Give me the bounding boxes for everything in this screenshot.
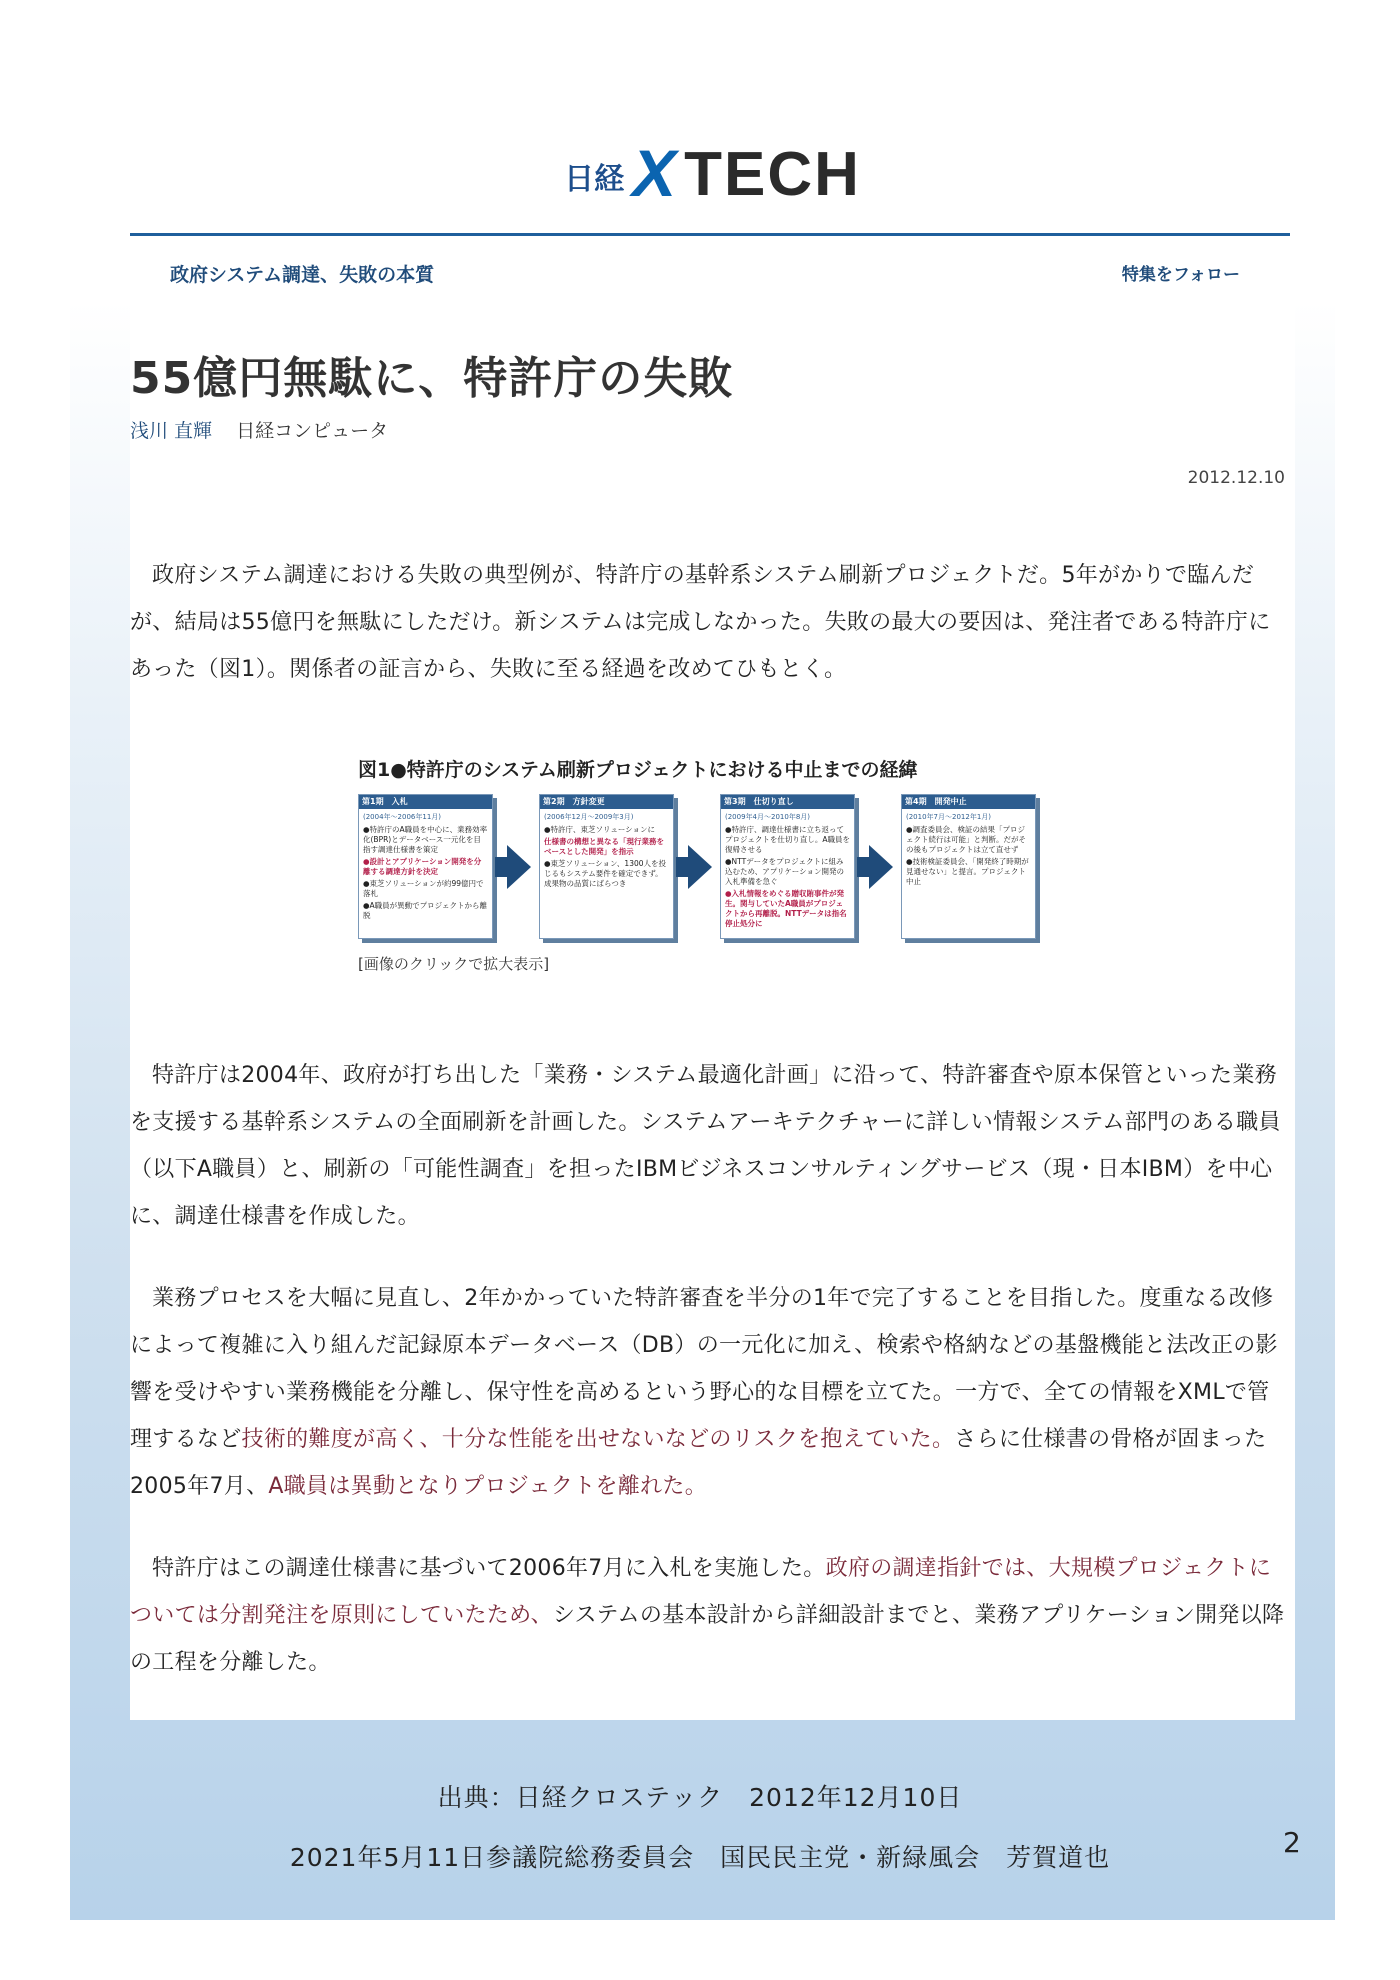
feature-title-link[interactable]: 政府システム調達、失敗の本質 <box>170 264 435 286</box>
paragraph-4 <box>130 1545 1285 1686</box>
stage-item: ●NTTデータをプロジェクトに組み込むため、アプリケーション開発の入札準備を急ぐ <box>725 857 844 886</box>
stage-item: 仕様書の構想と異なる「現行業務をベースとした開発」を指示 <box>544 837 664 856</box>
feature-nav <box>130 260 1290 290</box>
stage-head: 第3期 仕切り直し <box>721 795 854 809</box>
paragraph-3-highlight-risk[interactable]: 技術的難度が高く、十分な性能を出せないなどのリスクを抱えていた。 <box>241 1427 955 1452</box>
follow-feature-button[interactable]: 特集をフォロー <box>1121 265 1240 285</box>
figure-caption: 図1●特許庁のシステム刷新プロジェクトにおける中止までの経緯 <box>358 759 918 781</box>
publish-date: 2012.12.10 <box>1187 468 1285 488</box>
stage-3-card <box>720 794 855 939</box>
stage-item: ●設計とアプリケーション開発を分離する調達方針を決定 <box>363 857 482 876</box>
paragraph-3-highlight-transfer[interactable]: A職員は異動となりプロジェクトを離れた。 <box>268 1474 708 1499</box>
stage-item: ●調査委員会、検証の結果「プロジェクト続行は可能」と判断。だがその後もプロジェクトは立て直せず <box>906 825 1026 854</box>
publication-name: 日経コンピュータ <box>236 420 389 442</box>
paragraph-2: 特許庁は2004年、政府が打ち出した「業務・システム最適化計画」に沿って、特許審査や原本保管といった業務を支援する基幹系システムの全面刷新を計画した。システムアーキテクチャーに詳しい情報システム部門のある職員（以下A職員）と、刷新の「可能性調査」を担ったIBMビジネスコンサルティングサービス（現・日本IBM）を中心に、調達仕様書を作成した。 <box>130 1063 1281 1229</box>
stage-head: 第1期 入札 <box>359 795 492 809</box>
stage-item: ●技術検証委員会、「開発終了時期が見通せない」と提言。プロジェクト中止 <box>906 857 1029 886</box>
stage-item: ●特許庁、東芝ソリューションに <box>544 825 656 834</box>
logo-x-mark: X <box>632 136 677 210</box>
stage-4-card <box>901 794 1036 939</box>
stage-item: ●特許庁のA職員を中心に、業務効率化(BPR)とデータベース一元化を目指す調達仕様書を策定 <box>363 825 488 854</box>
stage-2-card <box>539 794 674 939</box>
enlarge-image-link[interactable]: [画像のクリックで拡大表示] <box>358 955 550 973</box>
paragraph-3 <box>130 1275 1285 1510</box>
figure-timeline <box>358 794 1078 939</box>
paragraph-4-text-a: 特許庁はこの調達仕様書に基づいて2006年7月に入札を実施した。 <box>152 1556 826 1581</box>
stage-period: (2010年7月～2012年1月) <box>906 813 991 821</box>
paragraph-3-text-a: 業務プロセスを大幅に見直し、2年かかっていた特許審査を半分の1年で完了することを目指した。度重なる改修によって複雑に入り組んだ記録原本データベース（DB）の一元化に加え、検索や格納などの基盤機能と法改正の影響を受けやすい業務機能を分離し、保守性を高めるという野心的な目標を立てた。一方で、全ての情報をXMLで管理するなど <box>130 1286 1278 1452</box>
stage-item: ●東芝ソリューション、1300人を投じるもシステム要件を確定できず。成果物の品質にばらつき <box>544 859 667 888</box>
stage-item: ●東芝ソリューションが約99億円で落札 <box>363 879 484 898</box>
page-number: 2 <box>1283 1826 1301 1859</box>
meeting-citation: 2021年5月11日参議院総務委員会 国民民主党・新緑風会 芳賀道也 <box>289 1843 1111 1872</box>
stage-item: ●A職員が異動でプロジェクトから離脱 <box>363 901 488 920</box>
stage-period: (2009年4月～2010年8月) <box>725 813 810 821</box>
stage-item: ●特許庁、調達仕様書に立ち返ってプロジェクトを仕切り直し。A職員を復帰させる <box>725 825 850 854</box>
paragraph-4-highlight-guideline[interactable]: 政府の調達指針では、大規模プロジェクトについては分割発注を原則にしていたため、 <box>130 1556 1272 1628</box>
right-arrow-icon <box>869 845 893 889</box>
stage-period: (2004年～2006年11月) <box>363 813 441 821</box>
stage-1-card <box>358 794 493 939</box>
logo-nikkei-text: 日経 <box>564 162 625 197</box>
figure-1[interactable] <box>358 755 1078 974</box>
byline <box>130 416 388 443</box>
paragraph-1: 政府システム調達における失敗の典型例が、特許庁の基幹系システム刷新プロジェクトだ。5年がかりで臨んだが、結局は55億円を無駄にしただけ。新システムは完成しなかった。失敗の最大の要因は、発注者である特許庁にあった（図1）。関係者の証言から、失敗に至る経過を改めてひもとく。 <box>130 563 1271 682</box>
article-page <box>130 0 1295 1720</box>
paragraph-4-text-c: システムの基本設計から詳細設計までと、業務アプリケーション開発以降の工程を分離した。 <box>130 1603 1285 1675</box>
author-name[interactable]: 浅川 直輝 <box>130 420 213 442</box>
logo-tech-text: TECH <box>684 140 861 209</box>
stage-head: 第4期 開発中止 <box>902 795 1035 809</box>
paragraph-3-text-c: さらに仕様書の骨格が固まった2005年7月、 <box>130 1427 1267 1499</box>
nikkei-xtech-logo[interactable] <box>564 136 861 210</box>
stage-period: (2006年12月～2009年3月) <box>544 813 634 821</box>
right-arrow-icon <box>688 845 712 889</box>
stage-item: ●入札情報をめぐる贈収賄事件が発生。関与していたA職員がプロジェクトから再離脱。NTTデータは指名停止処分に <box>725 889 847 928</box>
site-header <box>130 130 1295 240</box>
stage-head: 第2期 方針変更 <box>540 795 673 809</box>
article-title: 55億円無駄に、特許庁の失敗 <box>130 353 734 404</box>
source-citation: 出典：日経クロステック 2012年12月10日 <box>437 1783 963 1812</box>
header-divider <box>130 233 1290 236</box>
right-arrow-icon <box>507 845 531 889</box>
